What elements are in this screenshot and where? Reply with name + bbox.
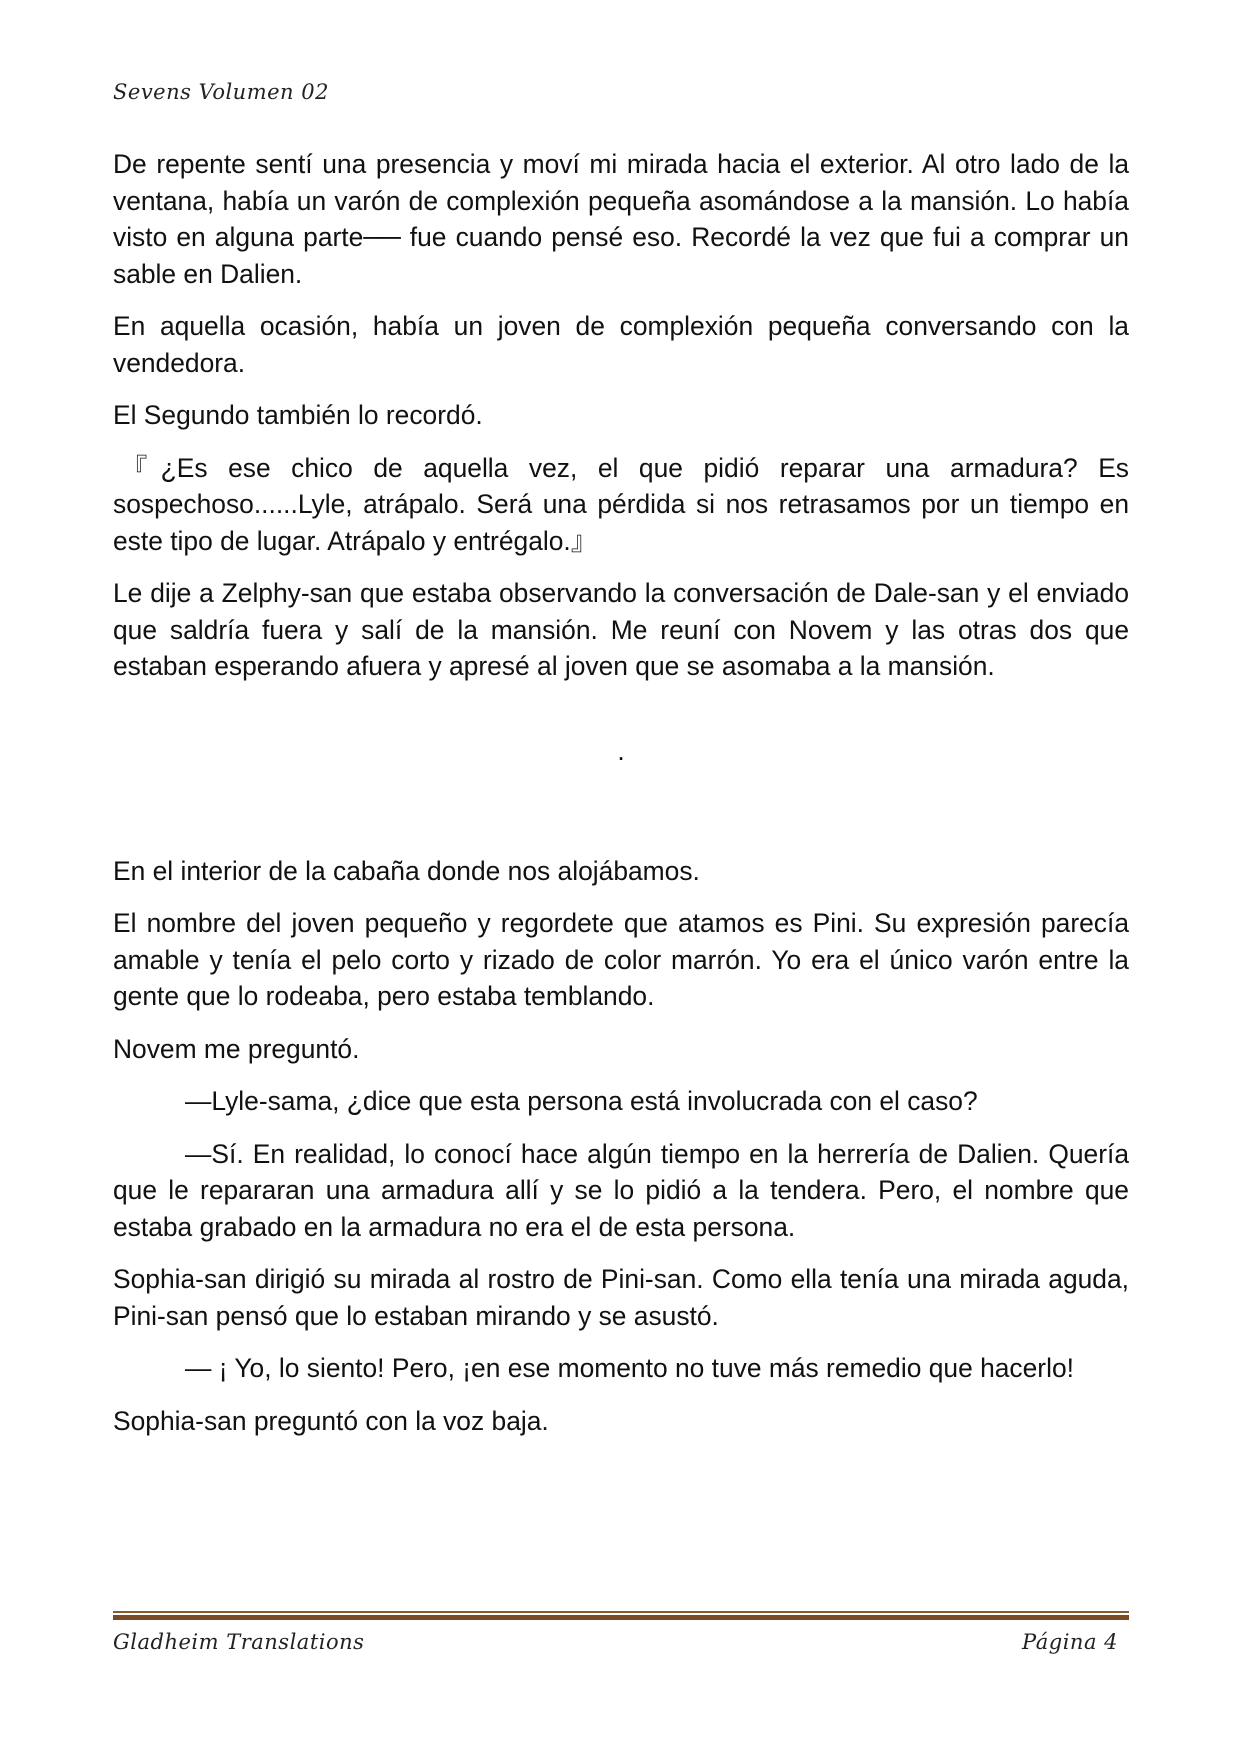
dialogue-line: — ¡ Yo, lo siento! Pero, ¡en ese momento no tuve más remedio que hacerlo!: [185, 1353, 1074, 1383]
footer-publisher: Gladheim Translations: [113, 1630, 365, 1654]
paragraph: Le dije a Zelphy-san que estaba observando la conversación de Dale-san y el enviado que saldría fuera y salí de la mansión. Me reuní con Novem y las otras dos que estaban esperando afuera y apresé al joven que se asomaba a la mansión.: [113, 578, 1129, 681]
dialogue-line: —Lyle-sama, ¿dice que esta persona está involucrada con el caso?: [185, 1086, 978, 1116]
dialogue-line: —Sí. En realidad, lo conocí hace algún tiempo en la herrería de Dalien. Quería que le repararan una armadura allí y se lo pidió a la tendera. Pero, el nombre que estaba grabado en la armadura no era el de esta persona.: [113, 1138, 1129, 1242]
footer-rule-thick: [113, 1615, 1129, 1620]
footer-rule-thin: [113, 1611, 1129, 1613]
paragraph: Sophia-san dirigió su mirada al rostro de Pini-san. Como ella tenía una mirada aguda, Pini-san pensó que lo estaban mirando y se asustó.: [113, 1264, 1129, 1331]
paragraph: En aquella ocasión, había un joven de complexión pequeña conversando con la vendedora.: [113, 311, 1129, 378]
paragraph: El Segundo también lo recordó.: [113, 400, 483, 430]
footer-page-number: Página 4: [1022, 1630, 1118, 1654]
scene-break: .: [617, 735, 625, 766]
paragraph: De repente sentí una presencia y moví mi mirada hacia el exterior. Al otro lado de la ventana, había un varón de complexión pequeña asomándose a la mansión. Lo había visto en alguna parte── fue cuando pensé eso. Recordé la vez que fui a comprar un sable en Dalien.: [113, 149, 1129, 289]
paragraph: El nombre del joven pequeño y regordete que atamos es Pini. Su expresión parecía amable y tenía el pelo corto y rizado de color marrón. Yo era el único varón entre la gente que lo rodeaba, pero estaba temblando.: [113, 908, 1129, 1011]
paragraph: Novem me preguntó.: [113, 1033, 360, 1064]
paragraph: En el interior de la cabaña donde nos alojábamos.: [113, 855, 700, 886]
body-text: [113, 146, 1129, 1455]
paragraph-quote: 『¿Es ese chico de aquella vez, el que pidió reparar una armadura? Es sospechoso......Lyle, atrápalo. Será una pérdida si nos retrasamos por un tiempo en este tipo de lugar. Atrápalo y entrégalo.』: [113, 452, 1129, 556]
running-header: Sevens Volumen 02: [113, 80, 329, 104]
paragraph: Sophia-san preguntó con la voz baja.: [113, 1405, 549, 1436]
